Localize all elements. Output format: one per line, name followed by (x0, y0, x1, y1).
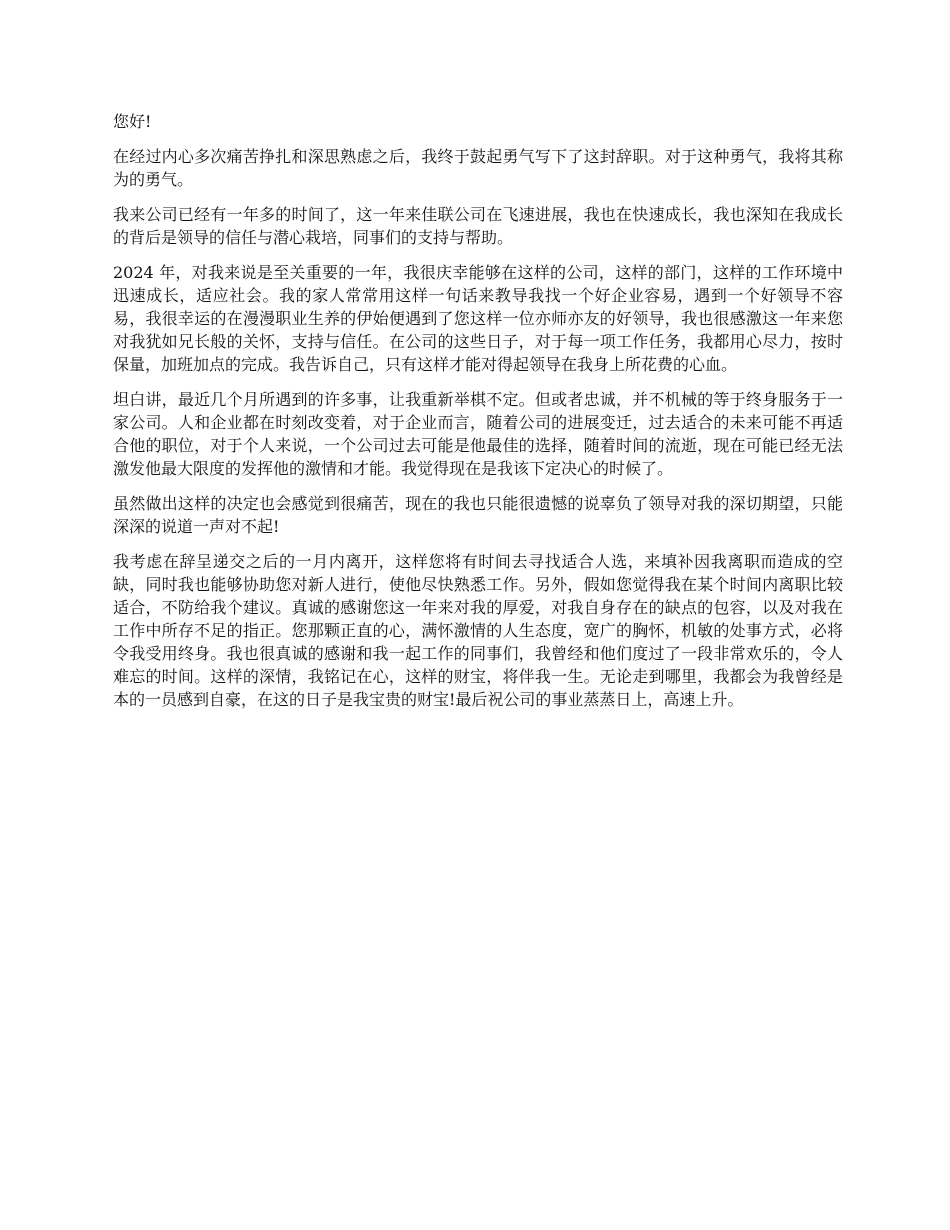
paragraph-3: 2024 年，对我来说是至关重要的一年，我很庆幸能够在这样的公司，这样的部门，这样的工作环境中迅速成长，适应社会。我的家人常常用这样一句话来教导我找一个好企业容易，遇到一个好领导不容易，我很幸运的在漫漫职业生养的伊始便遇到了您这样一位亦师亦友的好领导，我也很感激这一年来您对我犹如兄长般的关怀，支持与信任。在公司的这些日子，对于每一项工作任务，我都用心尽力，按时保量，加班加点的完成。我告诉自己，只有这样才能对得起领导在我身上所花费的心血。 (113, 263, 843, 374)
paragraph-1: 在经过内心多次痛苦挣扎和深思熟虑之后，我终于鼓起勇气写下了这封辞职。对于这种勇气，我将其称为的勇气。 (113, 147, 843, 189)
greeting: 您好! (113, 112, 152, 131)
paragraph-5: 虽然做出这样的决定也会感觉到很痛苦，现在的我也只能很遗憾的说辜负了领导对我的深切期望，只能深深的说道一声对不起! (113, 494, 843, 536)
letter-body (113, 110, 843, 723)
paragraph-4: 坦白讲，最近几个月所遇到的许多事，让我重新举棋不定。但或者忠诚，并不机械的等于终身服务于一家公司。人和企业都在时刻改变着，对于企业而言，随着公司的进展变迁，过去适合的未来可能不再适合他的职位，对于个人来说，一个公司过去可能是他最佳的选择，随着时间的流逝，现在可能已经无法激发他最大限度的发挥他的激情和才能。我觉得现在是我该下定决心的时候了。 (113, 390, 843, 478)
paragraph-6: 我考虑在辞呈递交之后的一月内离开，这样您将有时间去寻找适合人选，来填补因我离职而造成的空缺，同时我也能够协助您对新人进行，使他尽快熟悉工作。另外，假如您觉得我在某个时间内离职比较适合，不防给我个建议。真诚的感谢您这一年来对我的厚爱，对我自身存在的缺点的包容，以及对我在工作中所存不足的指正。您那颗正直的心，满怀激情的人生态度，宽广的胸怀，机敏的处事方式，必将令我受用终身。我也很真诚的感谢和我一起工作的同事们，我曾经和他们度过了一段非常欢乐的，令人难忘的时间。这样的深情，我铭记在心，这样的财宝，将伴我一生。无论走到哪里，我都会为我曾经是本的一员感到自豪，在这的日子是我宝贵的财宝!最后祝公司的事业蒸蒸日上，高速上升。 (113, 552, 843, 709)
paragraph-2: 我来公司已经有一年多的时间了，这一年来佳联公司在飞速进展，我也在快速成长，我也深知在我成长的背后是领导的信任与潜心栽培，同事们的支持与帮助。 (113, 205, 843, 247)
